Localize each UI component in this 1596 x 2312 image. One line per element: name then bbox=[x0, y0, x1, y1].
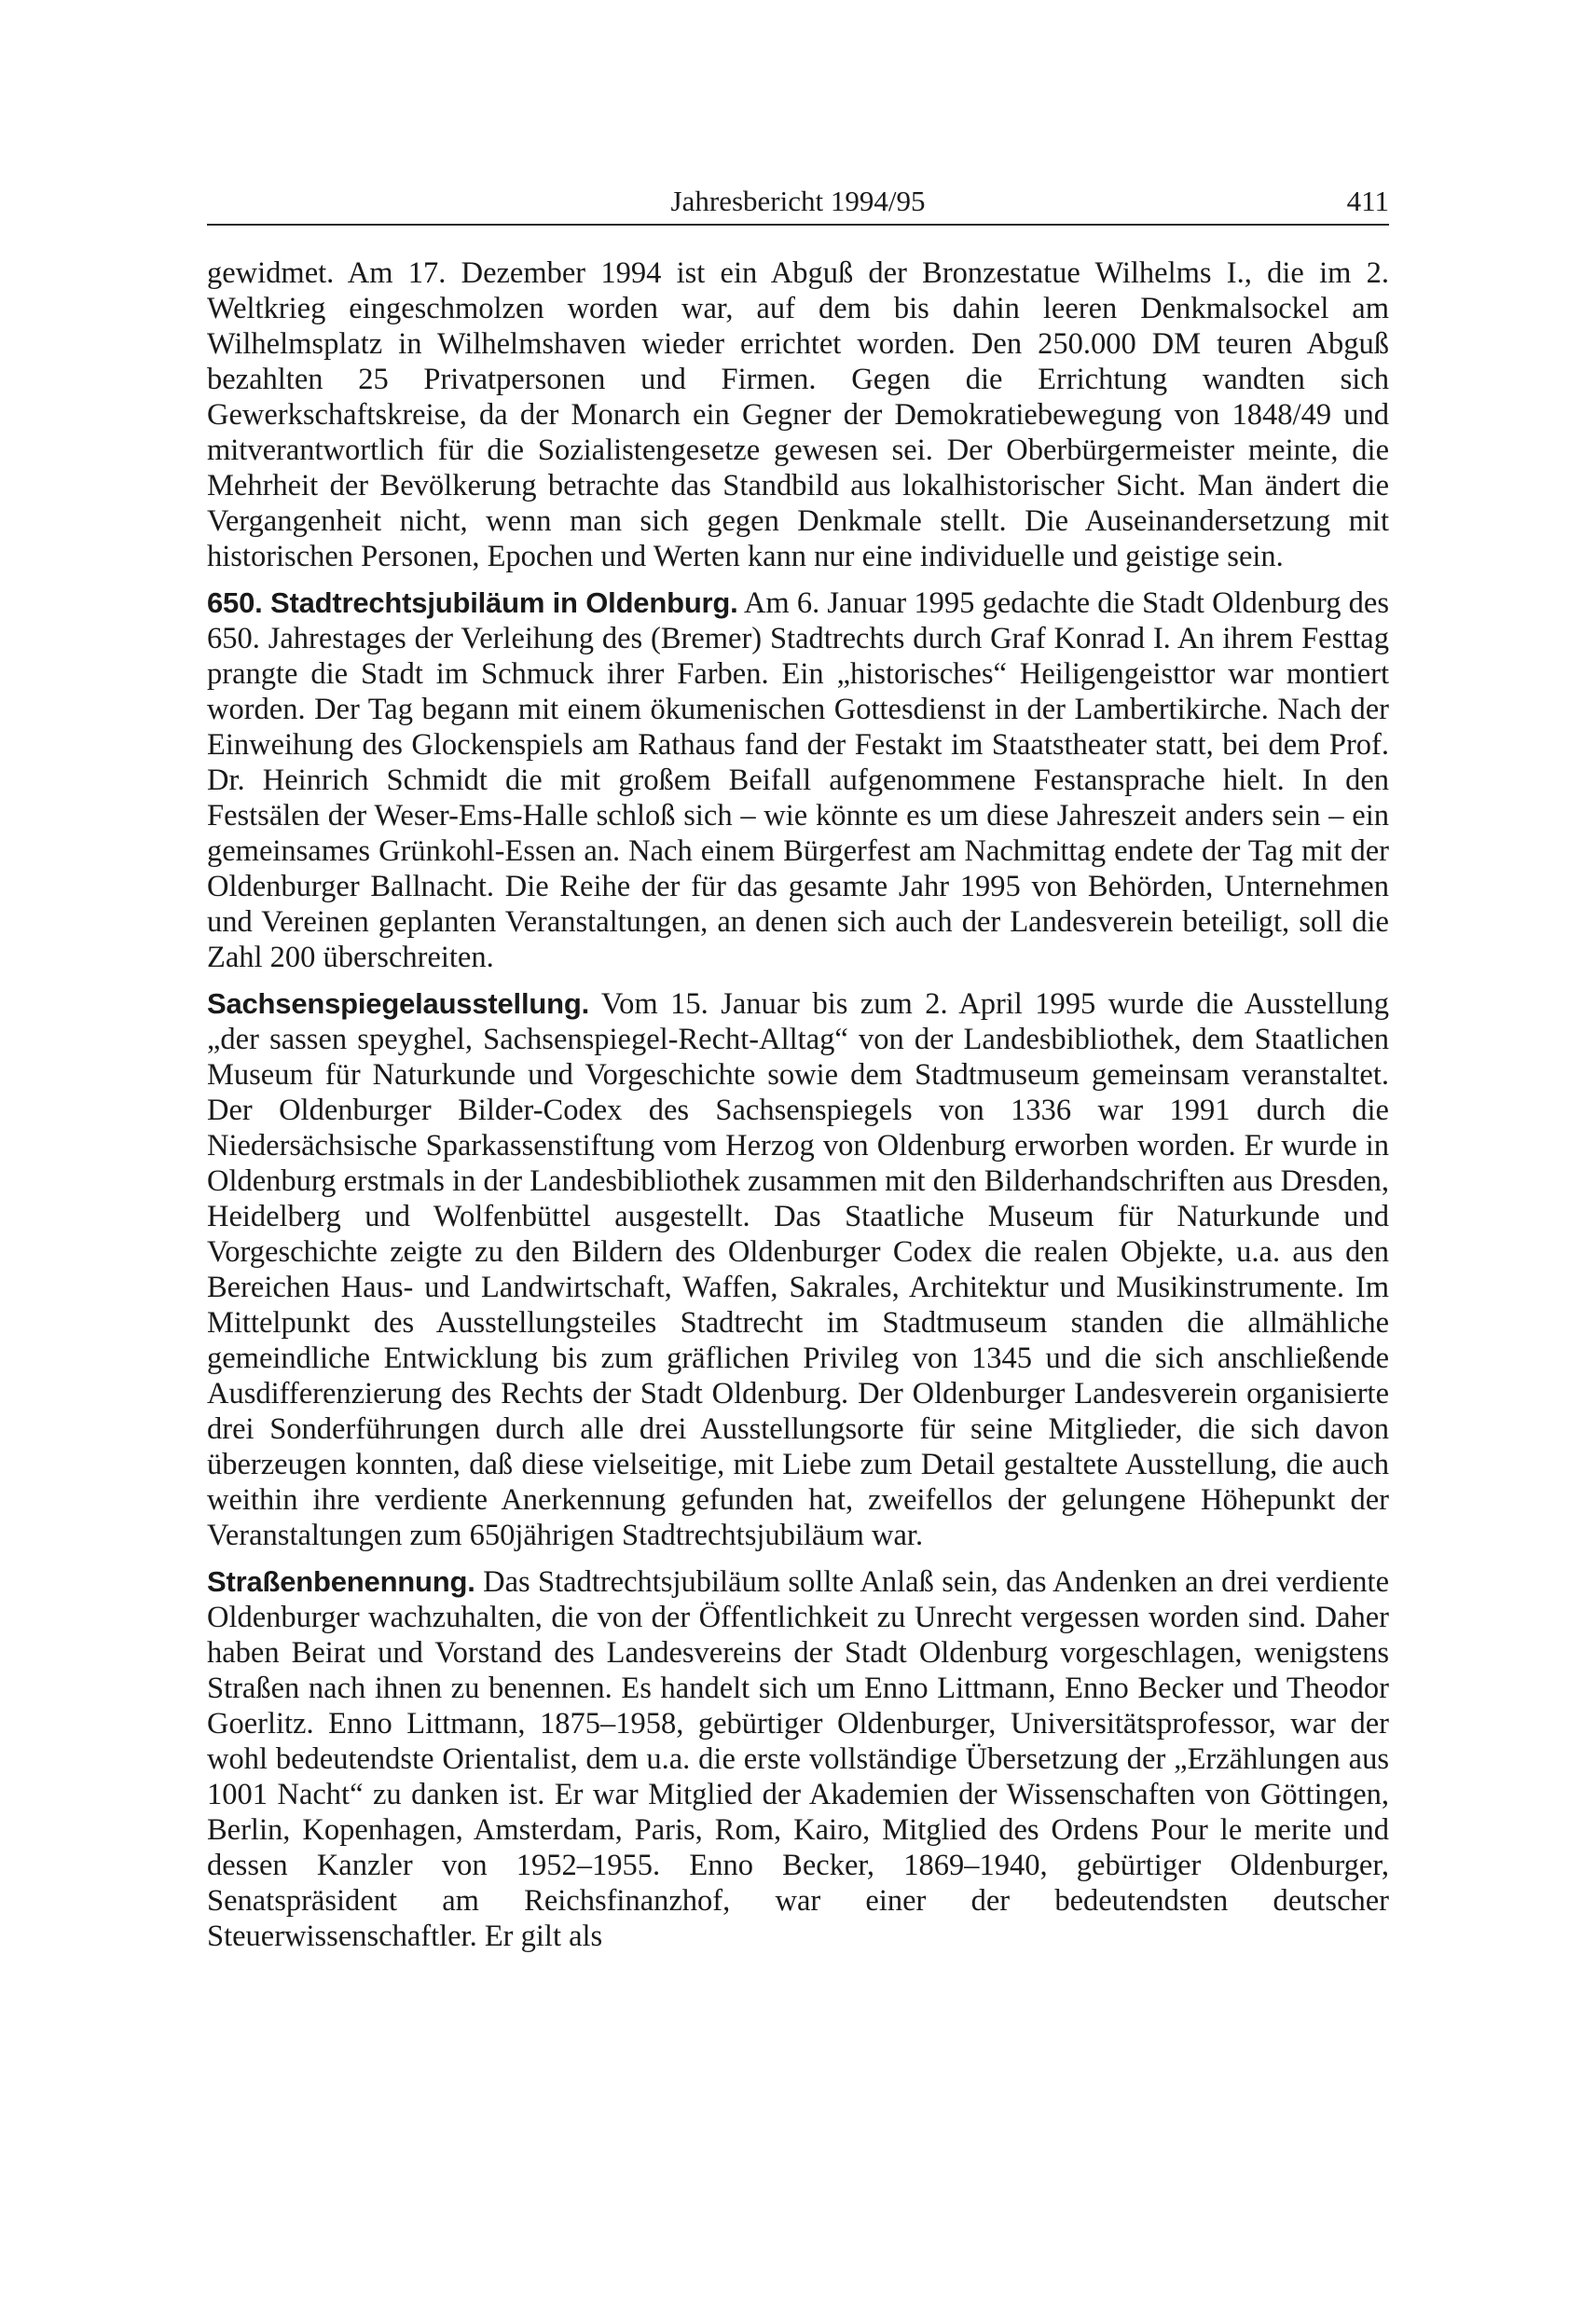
section-heading: Sachsenspiegelausstellung. bbox=[207, 987, 590, 1020]
page-number: 411 bbox=[1346, 185, 1389, 217]
paragraph bbox=[207, 585, 1389, 975]
section-heading: Straßenbenennung. bbox=[207, 1565, 475, 1598]
body-text bbox=[207, 255, 1389, 1954]
paragraph-text: Vom 15. Januar bis zum 2. April 1995 wurde die Ausstellung „der sassen speyghel, Sachsenspiegel-Recht-Alltag“ von der Landesbibliothek, dem Staatlichen Museum für Naturkunde und Vorgeschichte sowie dem Stadtmuseum gemeinsam veranstaltet. Der Oldenburger Bilder-Codex des Sachsenspiegels von 1336 war 1991 durch die Niedersächsische Sparkassenstiftung vom Herzog von Oldenburg erworben worden. Er wurde in Oldenburg erstmals in der Landesbibliothek zusammen mit den Bilderhandschriften aus Dresden, Heidelberg und Wolfenbüttel ausgestellt. Das Staatliche Museum für Naturkunde und Vorgeschichte zeigte zu den Bildern des Oldenburger Codex die realen Objekte, u.a. aus den Bereichen Haus- und Landwirtschaft, Waffen, Sakrales, Architektur und Musikinstrumente. Im Mittelpunkt des Ausstellungsteiles Stadtrecht im Stadtmuseum standen die allmähliche gemeindliche Entwicklung bis zum gräflichen Privileg von 1345 und die sich anschließende Ausdifferenzierung des Rechts der Stadt Oldenburg. Der Oldenburger Landesverein organisierte drei Sonderführungen durch alle drei Ausstellungsorte für seine Mitglieder, die sich davon überzeugen konnten, daß diese vielseitige, mit Liebe zum Detail gestaltete Ausstellung, die auch weithin ihre verdiente Anerkennung gefunden hat, zweifellos der gelungene Höhepunkt der Veranstaltungen zum 650jährigen Stadtrechtsjubiläum war. bbox=[207, 987, 1389, 1552]
paragraph bbox=[207, 1564, 1389, 1954]
paragraph-text: Das Stadtrechtsjubiläum sollte Anlaß sein, das Andenken an drei verdiente Oldenburger wachzuhalten, die von der Öffentlichkeit zu Unrecht vergessen worden sind. Daher haben Beirat und Vorstand des Landesvereins der Stadt Oldenburg vorgeschlagen, wenigstens Straßen nach ihnen zu benennen. Es handelt sich um Enno Littmann, Enno Becker und Theodor Goerlitz. Enno Littmann, 1875–1958, gebürtiger Oldenburger, Universitätsprofessor, war der wohl bedeutendste Orientalist, dem u.a. die erste vollständige Übersetzung der „Erzählungen aus 1001 Nacht“ zu danken ist. Er war Mitglied der Akademien der Wissenschaften von Göttingen, Berlin, Kopenhagen, Amsterdam, Paris, Rom, Kairo, Mitglied des Ordens Pour le merite und dessen Kanzler von 1952–1955. Enno Becker, 1869–1940, gebürtiger Oldenburger, Senatspräsident am Reichsfinanzhof, war einer der bedeutendsten deutscher Steuerwissenschaftler. Er gilt als bbox=[207, 1565, 1390, 1953]
paragraph-text: Am 6. Januar 1995 gedachte die Stadt Oldenburg des 650. Jahrestages der Verleihung des (Bremer) Stadtrechts durch Graf Konrad I. An ihrem Festtag prangte die Stadt im Schmuck ihrer Farben. Ein „historisches“ Heiligengeisttor war montiert worden. Der Tag begann mit einem ökumenischen Gottesdienst in der Lambertikirche. Nach der Einweihung des Glockenspiels am Rathaus fand der Festakt im Staatstheater statt, bei dem Prof. Dr. Heinrich Schmidt die mit großem Beifall aufgenommene Festansprache hielt. In den Festsälen der Weser-Ems-Halle schloß sich – wie könnte es um diese Jahreszeit anders sein – ein gemeinsames Grünkohl-Essen an. Nach einem Bürgerfest am Nachmittag endete der Tag mit der Oldenburger Ballnacht. Die Reihe der für das gesamte Jahr 1995 von Behörden, Unternehmen und Vereinen geplanten Veranstaltungen, an denen sich auch der Landesverein beteiligt, soll die Zahl 200 überschreiten. bbox=[207, 586, 1389, 974]
paragraph-text: gewidmet. Am 17. Dezember 1994 ist ein Abguß der Bronzestatue Wilhelms I., die im 2. Weltkrieg eingeschmolzen worden war, auf dem bis dahin leeren Denkmalsockel am Wilhelmsplatz in Wilhelmshaven wieder errichtet worden. Den 250.000 DM teuren Abguß bezahlten 25 Privatpersonen und Firmen. Gegen die Errichtung wandten sich Gewerkschaftskreise, da der Monarch ein Gegner der Demokratiebewegung von 1848/49 und mitverantwortlich für die Sozialistengesetze gewesen sei. Der Oberbürgermeister meinte, die Mehrheit der Bevölkerung betrachte das Standbild aus lokalhistorischer Sicht. Man ändert die Vergangenheit nicht, wenn man sich gegen Denkmale stellt. Die Auseinandersetzung mit historischen Personen, Epochen und Werten kann nur eine individuelle und geistige sein. bbox=[207, 256, 1389, 573]
section-heading: 650. Stadtrechtsjubiläum in Oldenburg. bbox=[207, 586, 738, 619]
document-page bbox=[207, 177, 1389, 1965]
running-title: Jahresbericht 1994/95 bbox=[670, 185, 926, 217]
running-header bbox=[207, 177, 1389, 226]
paragraph bbox=[207, 255, 1389, 574]
paragraph bbox=[207, 986, 1389, 1553]
